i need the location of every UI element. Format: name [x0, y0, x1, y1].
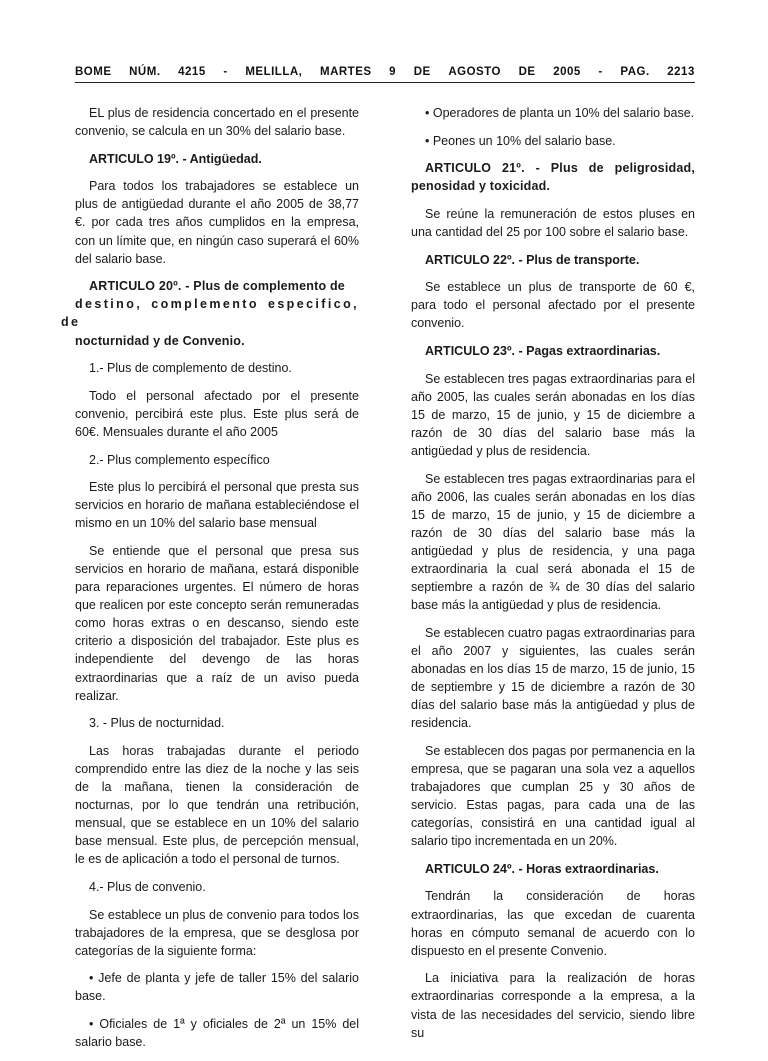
bullet-item: • Peones un 10% del salario base. [425, 133, 616, 148]
paragraph: Se establece un plus de convenio para todos los trabajadores de la empresa, que se desglosa por categorías de la siguiente forma: [75, 907, 359, 958]
paragraph: Se reúne la remuneración de estos pluses en una cantidad del 25 por 100 sobre el salario base. [411, 206, 695, 239]
article-20-heading-line-2: destino, complemento especifico, de [61, 297, 359, 330]
article-19-heading: ARTICULO 19º. - Antigüedad. [89, 151, 262, 166]
header-divider [75, 82, 695, 83]
header-page-label: PAG. [620, 66, 650, 78]
paragraph: Se establecen dos pagas por permanencia en la empresa, que se pagaran una sola vez a aquellos trabajadores que cumplan 25 y 30 años de servicio. Estas pagas, para cada una de las categorías, consistirá en una cantidad igual al salario tipo incrementada en un 20%. [411, 743, 695, 849]
header-num-label: NÚM. [129, 66, 161, 78]
header-publication: BOME [75, 66, 112, 78]
article-24-heading: ARTICULO 24º. - Horas extraordinarias. [425, 861, 659, 876]
header-month: AGOSTO [448, 66, 501, 78]
page-header [75, 66, 695, 78]
paragraph: Se establece un plus de transporte de 60 €, para todo el personal afectado por el presente convenio. [411, 280, 695, 331]
header-year: 2005 [553, 66, 581, 78]
bullet-item: • Jefe de planta y jefe de taller 15% del salario base. [75, 971, 359, 1004]
article-21-heading: ARTICULO 21º. - Plus de peligrosidad, penosidad y toxicidad. [411, 161, 695, 194]
paragraph: Se establecen tres pagas extraordinarias para el año 2006, las cuales serán abonadas en los días 15 de marzo, 15 de junio, y 15 de diciembre a razón de 30 días del salario base más la antigüedad y plus de residencia, y una paga extraordinaria la cual será abonada el 15 de septiembre a razón de ¾ de 30 días del salario base más la antigüedad y plus de residencia. [411, 471, 695, 613]
paragraph: Para todos los trabajadores se establece un plus de antigüedad durante el año 2005 de 38,77 €. por cada tres años cumplidos en la empresa, con un límite que, en ningún caso superará el 60% del salario base. [75, 179, 359, 266]
header-issue-number: 4215 [178, 66, 206, 78]
bullet-item: • Operadores de planta un 10% del salario base. [425, 106, 695, 120]
article-20-heading-line-1: ARTICULO 20º. - Plus de complemento de [89, 279, 345, 294]
header-city: MELILLA, [245, 66, 303, 78]
header-de-2: DE [518, 66, 536, 78]
paragraph: Tendrán la consideración de horas extraordinarias, las que excedan de cuarenta horas en cómputo semanal de acuerdo con lo dispuesto en el presente Convenio. [411, 889, 695, 958]
subsection-title: 4.- Plus de convenio. [89, 879, 206, 894]
paragraph: Se entiende que el personal que presa sus servicios en horario de mañana, estará disponible para reparaciones urgentes. El número de horas que realicen por este concepto serán remuneradas como horas extras o en descanso, siendo este criterio a disposición del trabajador. Este plus es independiente del devengo de las horas extraordinarias que a raíz de un aviso pueda realizar. [75, 543, 359, 703]
article-23-heading: ARTICULO 23º. - Pagas extraordinarias. [425, 343, 661, 358]
header-page-number: 2213 [667, 66, 695, 78]
header-de: DE [413, 66, 431, 78]
paragraph: La iniciativa para la realización de horas extraordinarias corresponde a la empresa, a la vista de las necesidades del servicio, siendo libre su [411, 971, 695, 1040]
paragraph: Se establecen cuatro pagas extraordinarias para el año 2007 y siguientes, las cuales serán abonadas en los días 15 de marzo, 15 de junio, 15 de septiembre y 15 de diciembre a razón de 30 días del salario base más la antigüedad y plus de residencia. [411, 625, 695, 731]
subsection-title: 1.- Plus de complemento de destino. [89, 361, 292, 376]
header-dash-2: - [598, 66, 603, 78]
paragraph: Se establecen tres pagas extraordinarias para el año 2005, las cuales serán abonadas en los días 15 de marzo, 15 de junio, y 15 de diciembre a razón de 30 días del salario base más la antigüedad y plus de residencia. [411, 371, 695, 458]
bullet-item: • Oficiales de 1ª y oficiales de 2ª un 15% del salario base. [75, 1017, 359, 1050]
header-dash: - [223, 66, 228, 78]
article-22-heading: ARTICULO 22º. - Plus de transporte. [425, 252, 640, 267]
header-weekday: MARTES [319, 66, 372, 78]
paragraph: Las horas trabajadas durante el periodo comprendido entre las diez de la noche y las seis de la mañana, tienen la consideración de nocturnas, por lo que tendrán una retribución, mensual, que se establece en un 10% del salario base mensual. Este plus, de percepción mensual, le es de aplicación a todo el personal de turnos. [75, 743, 359, 867]
subsection-title: 2.- Plus complemento específico [89, 452, 270, 467]
article-20-heading-line-3: nocturnidad y de Convenio. [75, 333, 245, 348]
paragraph: EL plus de residencia concertado en el presente convenio, se calcula en un 30% del salario base. [75, 106, 359, 139]
article-20-heading [61, 277, 359, 349]
paragraph: Todo el personal afectado por el presente convenio, percibirá este plus. Este plus será de 60€. Mensuales durante el año 2005 [75, 388, 359, 439]
paragraph: Este plus lo percibirá el personal que presta sus servicios en horario de mañana estableciéndose el mismo en un 10% del salario base mensual [75, 480, 359, 531]
left-column [61, 104, 359, 1061]
subsection-title: 3. - Plus de nocturnidad. [89, 716, 225, 731]
right-column [411, 104, 695, 1051]
header-day: 9 [389, 66, 397, 78]
